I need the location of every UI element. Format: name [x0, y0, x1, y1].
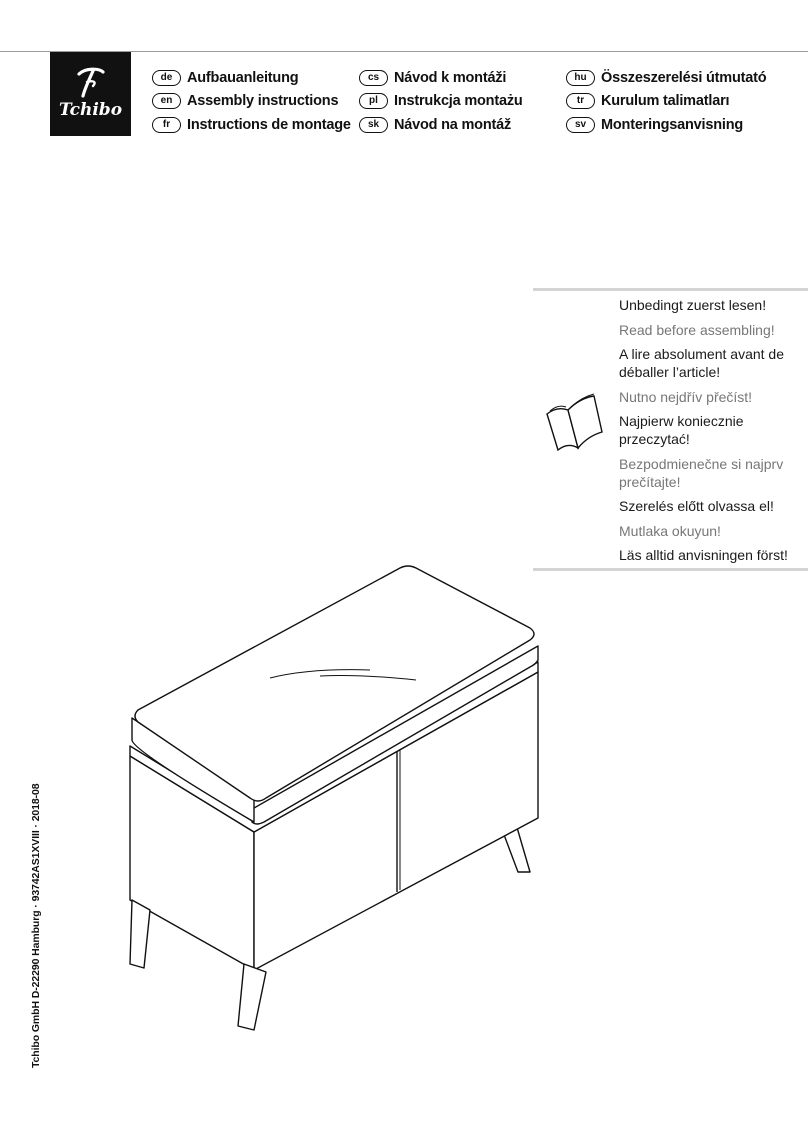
language-title: Návod na montáž [394, 116, 512, 133]
language-column-3 [566, 66, 766, 137]
language-title: Assembly instructions [187, 93, 339, 110]
language-code-badge: pl [359, 93, 388, 109]
language-row [152, 66, 351, 90]
brand-logo [50, 52, 131, 136]
open-book-icon [544, 392, 606, 459]
language-column-1 [152, 66, 351, 137]
notice-text: Unbedingt zuerst lesen! [619, 297, 767, 313]
language-title: Összeszerelési útmutató [601, 69, 767, 86]
notice-text: A lire absolument avant de déballer l’article! [619, 346, 784, 380]
language-column-2 [359, 66, 523, 137]
language-title: Kurulum talimatları [601, 93, 730, 110]
bench-illustration [120, 560, 550, 1040]
language-row [359, 66, 523, 90]
language-code-badge: tr [566, 93, 595, 109]
imprint-text: Tchibo GmbH D-22290 Hamburg · 93742AS1XVIII · 2018-08 [30, 783, 42, 1068]
notice-text: Szerelés előtt olvassa el! [619, 498, 774, 514]
coffee-bean-icon [75, 66, 107, 100]
language-code-badge: hu [566, 70, 595, 86]
brand-name: Tchibo [58, 100, 123, 120]
notice-text: Read before assembling! [619, 321, 775, 338]
language-title: Instructions de montage [187, 116, 351, 133]
notice-text: Läs alltid anvisningen först! [619, 547, 788, 563]
language-title: Aufbauanleitung [187, 69, 299, 86]
language-row [566, 90, 766, 114]
language-code-badge: fr [152, 117, 181, 133]
notice-text: Bezpodmienečne si najprv prečítajte! [619, 455, 784, 490]
language-title: Instrukcja montażu [394, 93, 523, 110]
notice-text: Najpierw koniecznie przeczytać! [619, 413, 744, 447]
language-row [152, 113, 351, 137]
notice-top-rule [533, 288, 808, 291]
language-row [566, 113, 766, 137]
notice-text: Nutno nejdřív přečíst! [619, 388, 753, 405]
language-title: Návod k montáži [394, 69, 507, 86]
language-code-badge: cs [359, 70, 388, 86]
language-row [359, 113, 523, 137]
language-row [359, 90, 523, 114]
notice-text: Mutlaka okuyun! [619, 522, 721, 539]
language-code-badge: en [152, 93, 181, 109]
language-row [152, 90, 351, 114]
language-title: Monteringsanvisning [601, 116, 744, 133]
read-first-notice [619, 296, 804, 571]
language-code-badge: sv [566, 117, 595, 133]
language-row [566, 66, 766, 90]
language-code-badge: sk [359, 117, 388, 133]
language-code-badge: de [152, 70, 181, 86]
